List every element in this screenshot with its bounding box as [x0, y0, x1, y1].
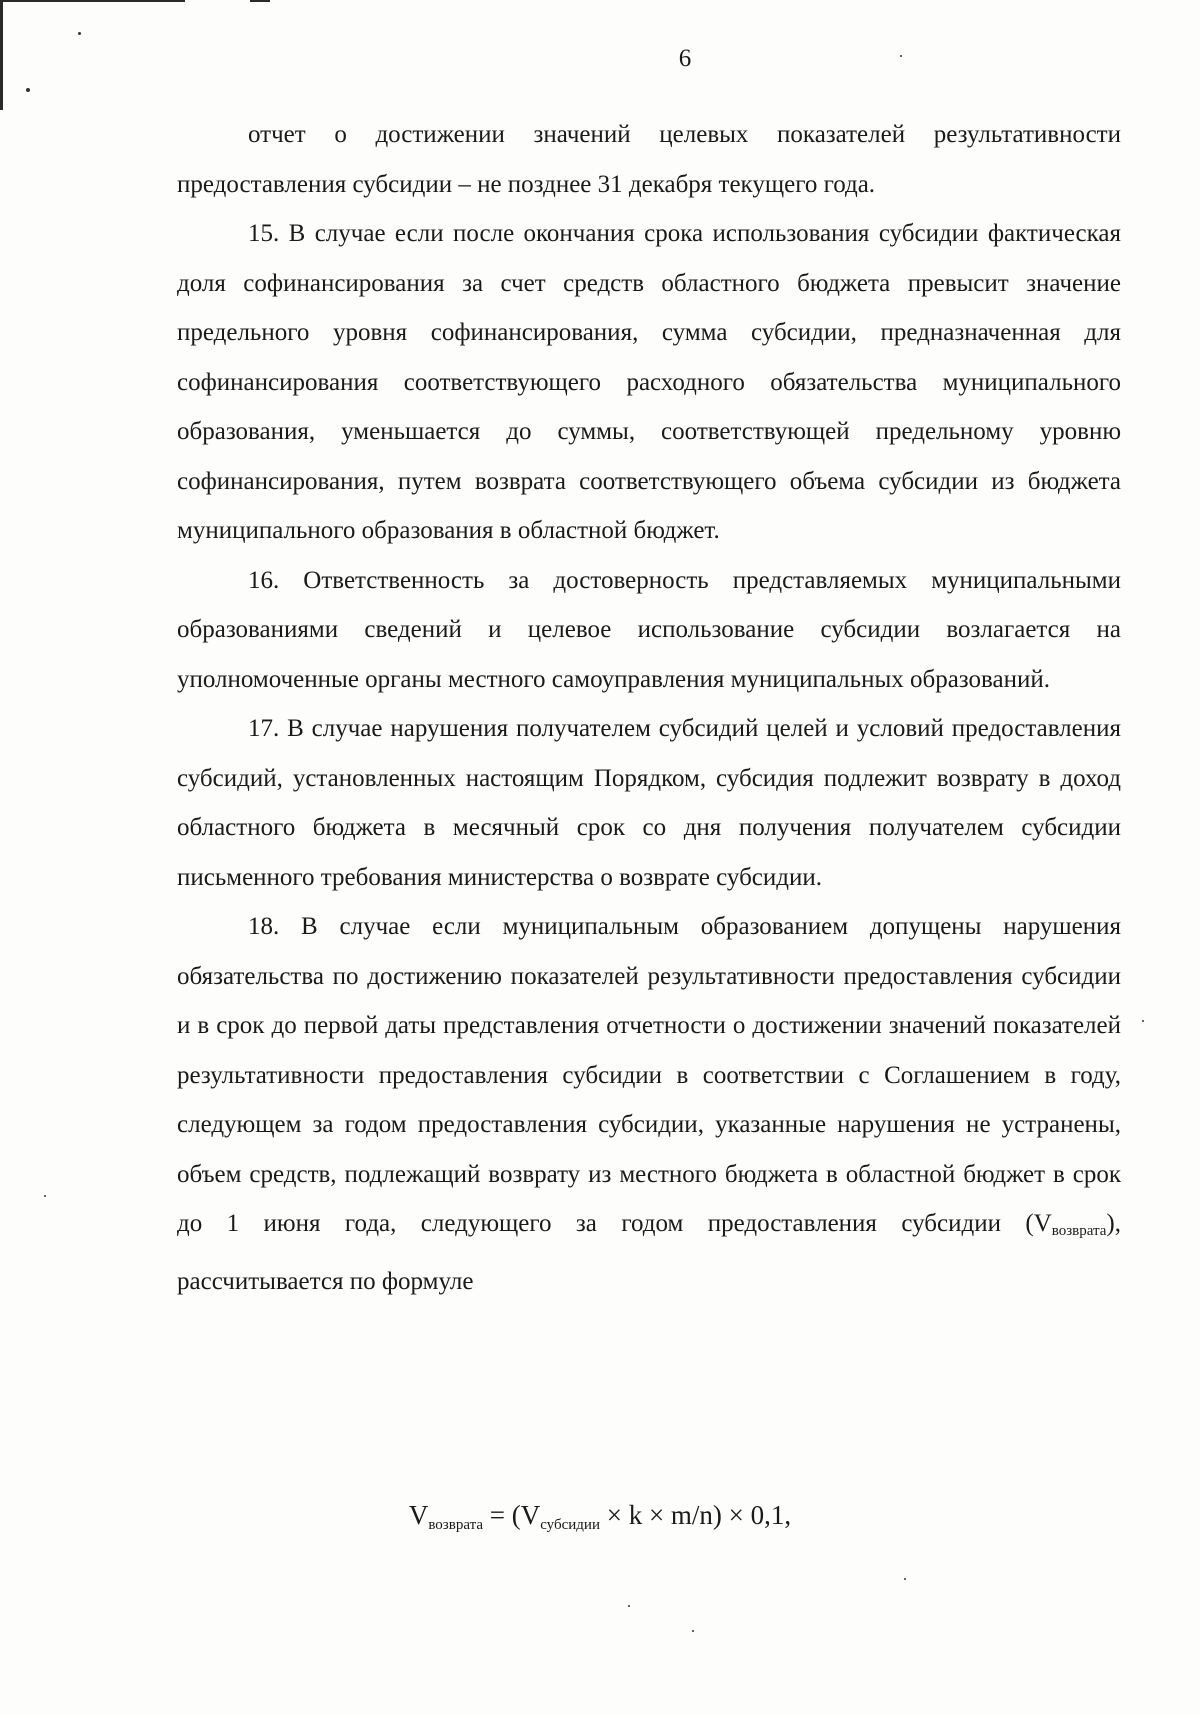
scan-edge-top	[0, 0, 185, 2]
scan-speck	[692, 1630, 694, 1632]
paragraph-15: 15. В случае если после окончания срока использования субсидии фактическая доля софинансирования за счет средств областного бюджета превысит значение предельного уровня софинансирования, сумма субсидии, предназначенная для софинансирования соответствующего расходного обязательства муниципального образования, уменьшается до суммы, соответствующей предельному уровню софинансирования, путем возврата соответствующего объема субсидии из бюджета муниципального образования в областной бюджет.	[177, 220, 1121, 544]
v-return-subscript: возврата	[1051, 1223, 1107, 1239]
return-formula	[0, 1497, 1200, 1543]
paragraph-16: 16. Ответственность за достоверность представляемых муниципальными образованиями сведений и целевое использование субсидии возлагается на уполномоченные органы местного самоуправления муниципальных образований.	[177, 566, 1121, 693]
scan-speck	[628, 1605, 630, 1607]
formula-subscript-return: возврата	[428, 1517, 483, 1533]
paragraph-14-continuation: отчет о достижении значений целевых показателей результативности предоставления субсидии – не позднее 31 декабря текущего года.	[177, 121, 1121, 198]
formula-equals: = (V	[482, 1500, 541, 1530]
scan-speck	[1142, 1020, 1144, 1022]
formula-subscript-subsidy: субсидии	[540, 1517, 600, 1533]
scan-edge-top-mark	[250, 0, 270, 2]
paragraph-18-text-end: ), рассчитывается по формуле	[177, 1210, 1121, 1295]
scan-speck	[44, 1195, 46, 1197]
paragraph-18	[177, 902, 1121, 1306]
formula-rest: × k × m/n) × 0,1,	[599, 1500, 792, 1530]
formula-v-symbol: V	[408, 1500, 429, 1530]
scan-speck	[904, 1578, 906, 1580]
scan-speck	[26, 88, 30, 92]
document-body	[177, 110, 1121, 1306]
page-number: 6	[678, 45, 692, 72]
scan-speck	[78, 32, 81, 35]
paragraph-17: 17. В случае нарушения получателем субсидий целей и условий предоставления субсидий, установленных настоящим Порядком, субсидия подлежит возврату в доход областного бюджета в месячный срок со дня получения получателем субсидии письменного требования министерства о возврате субсидии.	[177, 715, 1121, 891]
paragraph-18-text: 18. В случае если муниципальным образованием допущены нарушения обязательства по достижению показателей результативности предоставления субсидии и в срок до первой даты представления отчетности о достижении значений показателей результативности предоставления субсидии в соответствии с Соглашением в году, следующем за годом предоставления субсидии, указанные нарушения не устранены, объем средств, подлежащий возврату из местного бюджета в областной бюджет в срок до 1 июня года, следующего за годом предоставления субсидии (V	[177, 913, 1121, 1237]
